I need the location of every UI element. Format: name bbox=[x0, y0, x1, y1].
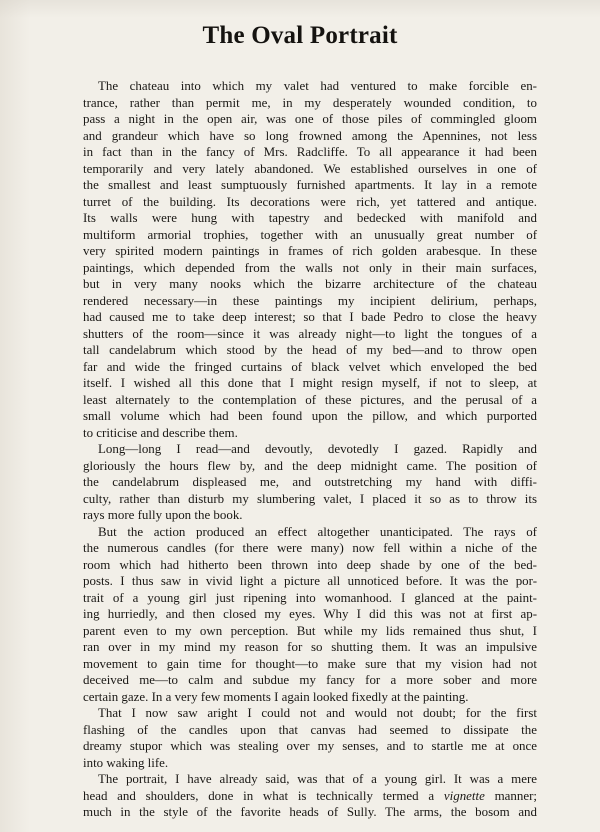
text-line: the candelabrum displeased me, and outstretching my hand with diffi- bbox=[83, 474, 537, 489]
story-text bbox=[83, 78, 537, 821]
page-title: The Oval Portrait bbox=[202, 22, 398, 49]
text-line: Long—long I read—and devoutly, devotedly I gazed. Rapidly and bbox=[98, 441, 537, 456]
text-line: temporarily and very lately abandoned. We established ourselves in one of bbox=[83, 160, 537, 176]
text-line: That I now saw aright I could not and would not doubt; for the first bbox=[98, 705, 537, 720]
text-line: but in very many nooks which the bizarre architecture of the chateau bbox=[83, 276, 537, 291]
text-line: and grandeur which have so long frowned among the Apennines, not less bbox=[83, 127, 537, 143]
text-line: small volume which had been found upon the pillow, and which purported bbox=[83, 408, 537, 423]
paragraph-3 bbox=[83, 524, 537, 706]
text-line: had caused me to take deep interest; so that I bade Pedro to close the heavy bbox=[83, 309, 537, 324]
text-line: trait of a young girl just ripening into womanhood. I glanced at the paint- bbox=[83, 589, 537, 605]
text-line: in fact than in the fancy of Mrs. Radcliffe. To all appearance it had been bbox=[83, 144, 537, 159]
text-line: deceived me—to calm and subdue my fancy for a more sober and more bbox=[83, 672, 537, 687]
text-line: flashing of the candles upon that canvas had seemed to dissipate the bbox=[83, 721, 537, 737]
text-line: tall candelabrum which stood by the head of my bed—and to throw open bbox=[83, 342, 537, 357]
text-line: gloriously the hours flew by, and the deep midnight came. The position of bbox=[83, 457, 537, 473]
text-line: But the action produced an effect altogether unanticipated. The rays of bbox=[98, 523, 537, 539]
text-line: shutters of the room—since it was already night—to light the tongues of a bbox=[83, 325, 537, 341]
text-line: certain gaze. In a very few moments I again looked fixedly at the painting. bbox=[83, 688, 469, 704]
text-line: much in the style of the favorite heads of Sully. The arms, the bosom and bbox=[83, 804, 537, 819]
text-line: movement to gain time for thought—to make sure that my vision had not bbox=[83, 655, 537, 671]
text-line: room which had hitherto been thrown into deep shade by one of the bed- bbox=[83, 556, 537, 572]
text-line: ing hurriedly, and then closed my eyes. Why I did this was not at first ap- bbox=[83, 606, 537, 621]
text-line: dreamy stupor which was stealing over my senses, and to startle me at once bbox=[83, 738, 537, 753]
text-line: culty, rather than disturb my slumbering valet, I placed it so as to throw its bbox=[83, 490, 537, 506]
italic-word: vignette bbox=[443, 787, 485, 803]
paragraph-2 bbox=[83, 441, 537, 524]
paragraph-1 bbox=[83, 78, 537, 441]
text-line: ran over in my mind my reason for so shutting them. It was an impulsive bbox=[83, 639, 537, 654]
paragraph-5 bbox=[83, 771, 537, 821]
text-line: pass a night in the open air, was one of those piles of commingled gloom bbox=[83, 111, 537, 126]
text-line: parent even to my own perception. But while my lids remained thus shut, I bbox=[83, 622, 537, 638]
text-line: very spirited modern paintings in frames of rich golden arabesque. In these bbox=[83, 243, 537, 258]
text-line: the numerous candles (for there were many) now fell within a niche of the bbox=[83, 540, 537, 555]
text-line: itself. I wished all this done that I might resign myself, if not to sleep, at bbox=[83, 375, 537, 390]
text-line: turret of the building. Its decorations were rich, yet tattered and antique. bbox=[83, 193, 537, 209]
text-line: posts. I thus saw in vivid light a picture all unnoticed before. It was the por- bbox=[83, 573, 537, 588]
text-line: multiform armorial trophies, together with an unusually great number of bbox=[83, 226, 537, 242]
text-line: The portrait, I have already said, was that of a young girl. It was a mere bbox=[98, 771, 537, 786]
text-line: rays more fully upon the book. bbox=[83, 507, 243, 522]
text-line: least alternately to the contemplation of these pictures, and the perusal of a bbox=[83, 391, 537, 407]
text-line: the smallest and least sumptuously furnished apartments. It lay in a remote bbox=[83, 177, 537, 192]
text-line: The chateau into which my valet had ventured to make forcible en- bbox=[98, 78, 537, 93]
text-line vignette-line: head and shoulders, done in what is technically termed a vignette manner; bbox=[83, 787, 537, 803]
text-line: far and wide the fringed curtains of black velvet which enveloped the bed bbox=[83, 358, 537, 374]
text-line: Its walls were hung with tapestry and bedecked with manifold and bbox=[83, 210, 537, 225]
text-line: into waking life. bbox=[83, 754, 169, 770]
paragraph-4 bbox=[83, 705, 537, 771]
text-line: trance, rather than permit me, in my desperately wounded condition, to bbox=[83, 94, 537, 110]
text-line: paintings, which depended from the walls not only in their main surfaces, bbox=[83, 259, 537, 275]
text-line: to criticise and describe them. bbox=[83, 424, 238, 440]
text-line: rendered necessary—in these paintings my incipient delirium, perhaps, bbox=[83, 292, 537, 308]
